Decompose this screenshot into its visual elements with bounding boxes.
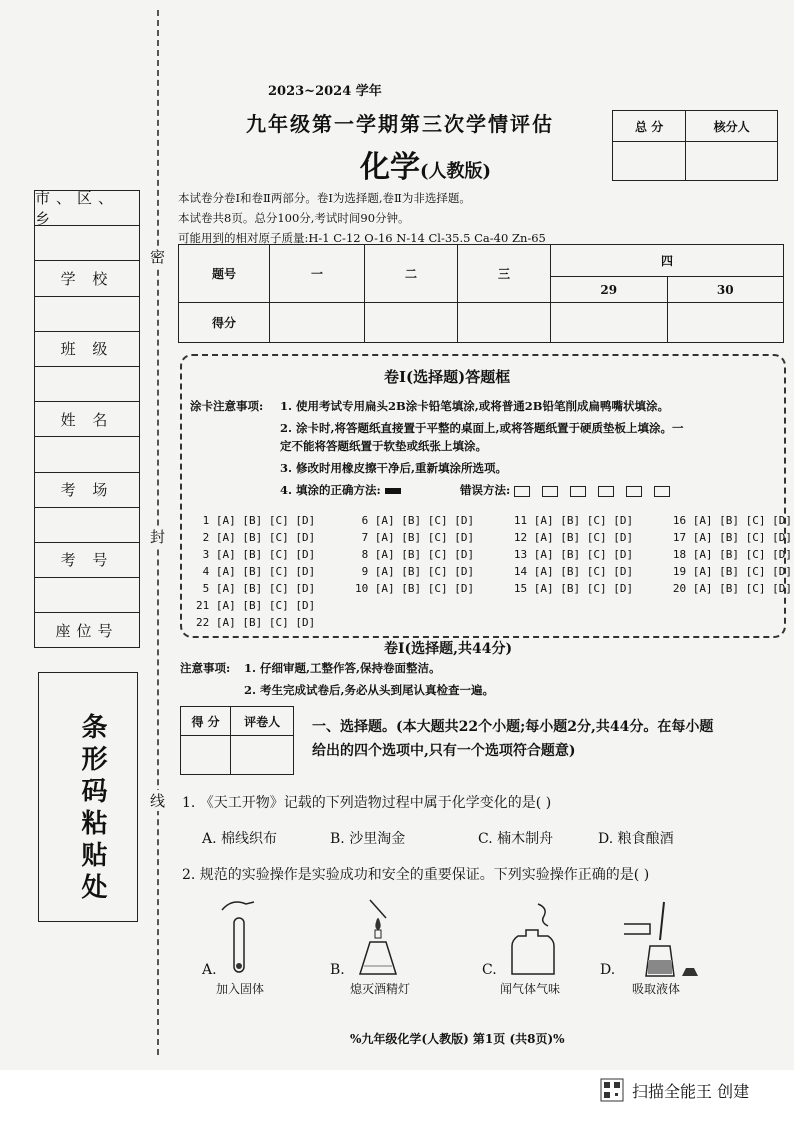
field-school [35, 261, 139, 296]
circle-mark-icon [626, 486, 642, 497]
answer-box-title: 卷Ⅰ(选择题)答题框 [384, 368, 511, 386]
fill-notes-label: 涂卡注意事项: [190, 399, 264, 413]
col-part-2: 二 [365, 245, 458, 303]
field-label: 班 级 [60, 340, 114, 359]
grader-name-header: 评卷人 [231, 707, 294, 736]
total-score-cell[interactable] [613, 142, 686, 181]
grader-name-cell[interactable] [231, 736, 294, 775]
total-score-table [612, 110, 778, 181]
correct-fill-icon [385, 488, 401, 494]
col-part-4: 四 [551, 245, 784, 277]
part1-instruction-1: 一、选择题。(本大题共22个小题;每小题2分,共44分。在每小题 [312, 719, 714, 735]
barcode-label: 条形码粘贴处 [77, 713, 107, 905]
field-blank[interactable] [35, 578, 139, 613]
field-label: 座位号 [55, 621, 119, 640]
q1-option-a[interactable]: A. 棉线织布 [202, 831, 278, 847]
fill-note-3: 3. 修改时用橡皮擦干净后,重新填涂所选项。 [280, 461, 508, 475]
col-part-3: 三 [458, 245, 551, 303]
field-label: 市、区、乡 [35, 189, 120, 229]
field-name [35, 402, 139, 437]
student-info-table [34, 190, 140, 648]
alcohol-lamp-illustration [348, 896, 408, 978]
watermark-text: 扫描全能王 创建 [632, 1081, 750, 1101]
section-note-1: 1. 仔细审题,工整作答,保持卷面整洁。 [244, 661, 441, 675]
field-label: 姓 名 [60, 410, 114, 429]
col-q29: 29 [551, 277, 668, 303]
answer-row[interactable]: 1 [A] [B] [C] [D] 6 [A] [B] [C] [D] 11 [A] [B] [C] [D] 16 [A] [B] [C] [D] [196, 514, 793, 527]
field-seat [35, 613, 139, 647]
field-label: 学 校 [60, 269, 114, 288]
atomic-mass-line: 可能用到的相对原子质量:H-1 C-12 O-16 N-14 Cl-35.5 Ca-40 Zn-65 [178, 231, 546, 245]
fill-note-2: 2. 涂卡时,将答题纸直接置于平整的桌面上,或将答题纸置于硬质垫板上填涂。一 [280, 421, 684, 435]
field-blank[interactable] [35, 437, 139, 472]
field-class [35, 332, 139, 367]
dropper-liquid-illustration [620, 900, 700, 980]
field-blank[interactable] [35, 226, 139, 261]
fill-note-1: 1. 使用考试专用扁头2B涂卡铅笔填涂,或将普通2B铅笔削成扁鸭嘴状填涂。 [280, 399, 669, 413]
seal-char-feng: 封 [150, 528, 166, 546]
col-part-1: 一 [270, 245, 365, 303]
answer-row[interactable]: 4 [A] [B] [C] [D] 9 [A] [B] [C] [D] 14 [A] [B] [C] [D] 19 [A] [B] [C] [D] [196, 565, 793, 578]
grader-table [180, 706, 294, 775]
verifier-header: 核分人 [686, 111, 778, 142]
gas-bottle-smell-illustration [508, 900, 564, 978]
answer-row[interactable]: 21 [A] [B] [C] [D] [196, 599, 316, 612]
fill-note-2b: 定不能将答题纸置于软垫或纸张上填涂。 [280, 439, 487, 453]
col-q30: 30 [667, 277, 784, 303]
seal-char-mi: 密 [150, 248, 166, 266]
q2-option-c-letter[interactable]: C. [482, 962, 497, 978]
question-2-stem: 2. 规范的实验操作是实验成功和安全的重要保证。下列实验操作正确的是( ) [182, 867, 650, 883]
q2-caption-c: 闻气体气味 [500, 982, 561, 996]
field-blank[interactable] [35, 508, 139, 543]
score-cell[interactable] [551, 303, 668, 343]
section-note-2: 2. 考生完成试卷后,务必从头到尾认真检查一遍。 [244, 683, 495, 697]
score-cell[interactable] [667, 303, 784, 343]
q2-option-a-letter[interactable]: A. [202, 962, 217, 978]
check-mark-icon [514, 486, 530, 497]
partial-fill-icon [598, 486, 614, 497]
score-cell[interactable] [365, 303, 458, 343]
q2-option-d-letter[interactable]: D. [600, 962, 616, 978]
score-cell[interactable] [458, 303, 551, 343]
intro-line-2: 本试卷共8页。总分100分,考试时间90分钟。 [178, 211, 410, 225]
page-footer: %九年级化学(人教版) 第1页 (共8页)% [350, 1032, 565, 1046]
fill-note-4 [280, 482, 401, 498]
qr-code-icon [600, 1078, 624, 1102]
scanner-watermark [600, 1078, 749, 1102]
correct-method-label: 4. 填涂的正确方法: [280, 483, 381, 497]
field-label: 考 号 [60, 551, 114, 570]
answer-row[interactable]: 2 [A] [B] [C] [D] 7 [A] [B] [C] [D] 12 [A] [B] [C] [D] 17 [A] [B] [C] [D] [196, 531, 793, 544]
q2-caption-d: 吸取液体 [632, 982, 681, 996]
wrong-methods [460, 482, 678, 498]
part1-instruction-2: 给出的四个选项中,只有一个选项符合题意) [312, 743, 576, 759]
grader-score-header: 得 分 [181, 707, 231, 736]
test-tube-solid-illustration [214, 894, 264, 978]
cross-mark-icon [570, 486, 586, 497]
section-title: 卷Ⅰ(选择题,共44分) [384, 641, 513, 657]
field-label: 考 场 [60, 481, 114, 500]
row-header-question: 题号 [179, 245, 270, 303]
intro-line-1: 本试卷分卷Ⅰ和卷Ⅱ两部分。卷Ⅰ为选择题,卷Ⅱ为非选择题。 [178, 191, 471, 205]
total-score-header: 总 分 [613, 111, 686, 142]
edition-label: (人教版) [420, 161, 492, 182]
q1-option-d[interactable]: D. 粮食酿酒 [598, 831, 674, 847]
field-blank[interactable] [35, 367, 139, 402]
answer-row[interactable]: 22 [A] [B] [C] [D] [196, 616, 316, 629]
q2-option-b-letter[interactable]: B. [330, 962, 345, 978]
seal-char-xian: 线 [150, 792, 166, 810]
question-1-stem: 1. 《天工开物》记载的下列造物过程中属于化学变化的是( ) [182, 795, 552, 811]
answer-row[interactable]: 3 [A] [B] [C] [D] 8 [A] [B] [C] [D] 13 [A] [B] [C] [D] 18 [A] [B] [C] [D] [196, 548, 793, 561]
answer-row[interactable]: 5 [A] [B] [C] [D] 10 [A] [B] [C] [D] 15 [A] [B] [C] [D] 20 [A] [B] [C] [D] [196, 582, 793, 595]
field-blank[interactable] [35, 297, 139, 332]
q1-option-c[interactable]: C. 楠木制舟 [478, 831, 554, 847]
subject-name: 化学 [360, 150, 420, 185]
q1-option-b[interactable]: B. 沙里淘金 [330, 831, 406, 847]
section-notes-label: 注意事项: [180, 661, 231, 675]
field-exam-number [35, 543, 139, 578]
wrong-method-label: 错误方法: [460, 483, 511, 497]
slash-mark-icon [654, 486, 670, 497]
barcode-area [38, 672, 138, 922]
field-exam-room [35, 473, 139, 508]
field-district [35, 189, 139, 229]
row-header-score: 得分 [179, 303, 270, 343]
grader-score-cell[interactable] [181, 736, 231, 775]
verifier-cell[interactable] [686, 142, 778, 181]
subject-title [360, 142, 491, 186]
question-score-table [178, 244, 784, 343]
score-cell[interactable] [270, 303, 365, 343]
exam-title: 九年级第一学期第三次学情评估 [246, 112, 554, 136]
q2-caption-b: 熄灭酒精灯 [350, 982, 411, 996]
dot-mark-icon [542, 486, 558, 497]
q2-caption-a: 加入固体 [216, 982, 265, 996]
school-year: 2023~2024 学年 [268, 84, 382, 99]
